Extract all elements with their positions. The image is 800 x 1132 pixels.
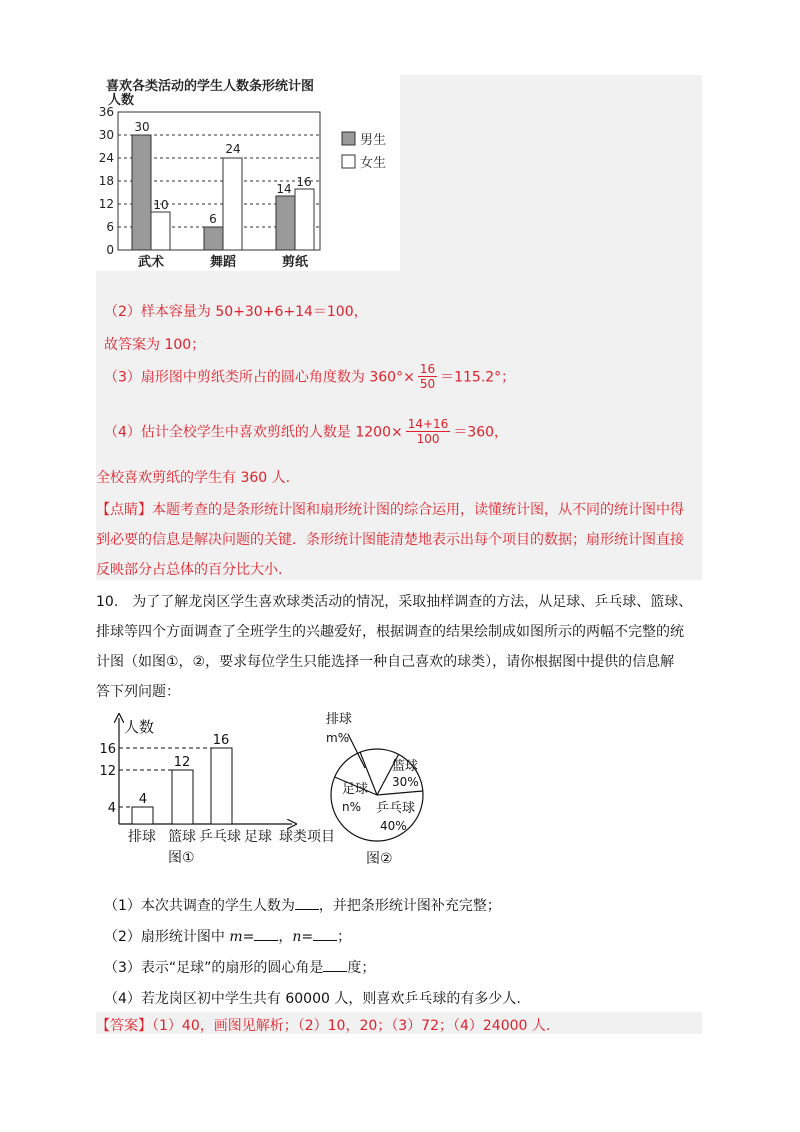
value-label: 12 [173,755,191,770]
solution-line-2: （2）样本容量为 50+30+6+14＝100， [104,304,368,320]
pie-value: n% [342,800,362,814]
ball-sports-pie-chart [322,708,452,870]
value-label: 4 [138,792,148,807]
answer-blank[interactable] [313,926,337,941]
chart-title: 喜欢各类活动的学生人数条形统计图 [106,79,315,94]
solution-line-2b: 故答案为 100； [104,337,206,353]
value-label: 16 [212,733,230,748]
y-tick: 18 [98,174,114,188]
solution-line-4b: 全校喜欢剪纸的学生有 360 人. [96,470,291,486]
x-axis-label: 球类项目 [279,829,335,845]
numerator: 14+16 [407,417,449,431]
bar-wushu-female [151,212,170,250]
bar-wushu-male [132,135,151,250]
pie-label: 篮球 [392,759,419,774]
y-axis-label: 人数 [108,93,135,108]
bar-wudao-female [223,158,242,250]
ball-sports-bar-chart [96,712,346,870]
y-axis-label: 人数 [124,718,155,736]
comment-line-1: 【点睛】本题考查的是条形统计图和扇形统计图的综合运用，读懂统计图，从不同的统计图中得 [96,502,684,518]
bar-jianzhi-female [295,189,314,250]
comment-line-2: 到必要的信息是解决问题的关键．条形统计图能清楚地表示出每个项目的数据；扇形统计图直接 [96,532,684,548]
legend-swatch-male [342,132,355,145]
fraction [406,417,451,446]
denominator: 50 [419,377,436,391]
x-tick: 武术 [137,255,165,270]
var-n: n [292,929,302,945]
answer-blank[interactable] [323,957,347,972]
pie-value: 30% [392,775,419,789]
answer-line [96,1015,550,1035]
comment-line-3: 反映部分占总体的百分比大小. [96,562,283,578]
pie-label: 排球 [326,712,353,727]
x-tick: 乒乓球 [199,829,241,845]
value-label: 14 [276,182,292,196]
line4-pre: （4）估计全校学生中喜欢剪纸的人数是 1200× [104,424,403,441]
value-label: 24 [225,142,241,156]
pie-value: 40% [380,819,407,833]
equals: = [242,929,255,945]
legend-label: 女生 [360,156,387,171]
problem-line: 10. 为了了解龙岗区学生喜欢球类活动的情况，采取抽样调查的方法，从足球、乒乓球、篮球、 [96,594,693,610]
value-label: 30 [134,120,150,134]
bar-lanqiu [172,770,193,824]
answer-label: 【答案】 [96,1018,152,1034]
value-label: 10 [153,198,169,212]
question-4: （4）若龙岗区初中学生共有 60000 人，则喜欢乒乓球的有多少人. [104,991,521,1007]
y-tick: 0 [106,243,114,257]
answer-blank[interactable] [254,926,278,941]
y-tick: 30 [98,128,114,142]
q3-text: （3）表示“足球”的扇形的圆心角是 [104,960,324,976]
pie-label: 足球 [342,782,369,797]
value-label: 16 [296,175,312,189]
problem-10-text [96,587,710,707]
bar-wudao-male [204,227,223,250]
y-tick: 6 [106,220,114,234]
bar-paiqiu [132,807,153,824]
x-tick: 篮球 [168,829,196,845]
equals: = [301,929,314,945]
question-3 [104,957,375,977]
solution-line-4 [104,417,508,446]
q2-text: ； [337,929,352,945]
y-tick: 36 [98,105,114,119]
y-tick: 16 [99,742,116,757]
figure-caption: 图① [168,850,195,866]
y-tick: 12 [99,764,116,779]
fraction [418,362,437,391]
var-m: m [229,929,243,945]
y-tick: 24 [98,151,114,165]
problem-line: 排球等四个方面调查了全班学生的兴趣爱好，根据调查的结果绘制成如图所示的两幅不完整的统 [96,624,684,640]
pie-label: 乒乓球 [376,801,416,816]
x-tick: 剪纸 [281,255,309,270]
x-tick: 舞蹈 [209,255,237,270]
q1-text: ，并把条形统计图补充完整； [318,898,501,914]
question-2 [104,926,351,946]
line3-post: ＝115.2°； [440,369,516,386]
activity-bar-chart [96,75,400,271]
q1-text: （1）本次共调查的学生人数为 [104,898,295,914]
problem-line: 答下列问题： [96,684,180,700]
figure-caption: 图② [366,851,393,867]
value-label: 6 [209,212,217,226]
legend-label: 男生 [360,133,387,148]
y-tick: 4 [107,801,116,816]
x-tick: 排球 [128,829,156,845]
q2-text: （2）扇形统计图中 [104,929,230,945]
denominator: 100 [416,432,440,446]
numerator: 16 [419,362,436,376]
pie-value: m% [326,731,350,745]
x-tick: 足球 [244,829,272,845]
question-1 [104,895,501,915]
problem-line: 计图（如图①，②，要求每位学生只能选择一种自己喜欢的球类），请你根据图中提供的信息解 [96,654,675,670]
separator: ， [278,929,293,945]
line3-pre: （3）扇形图中剪纸类所占的圆心角度数为 360°× [104,369,415,386]
q3-text: 度； [347,960,376,976]
bar-jianzhi-male [276,196,295,250]
y-tick: 12 [98,197,114,211]
solution-line-3 [104,362,515,391]
line4-post: ＝360， [453,424,509,441]
legend-swatch-female [342,155,355,168]
answer-text: （1）40，画图见解析；（2）10，20；（3）72；（4）24000 人. [152,1018,551,1034]
bar-pingpang [211,748,232,824]
answer-blank[interactable] [295,895,319,910]
